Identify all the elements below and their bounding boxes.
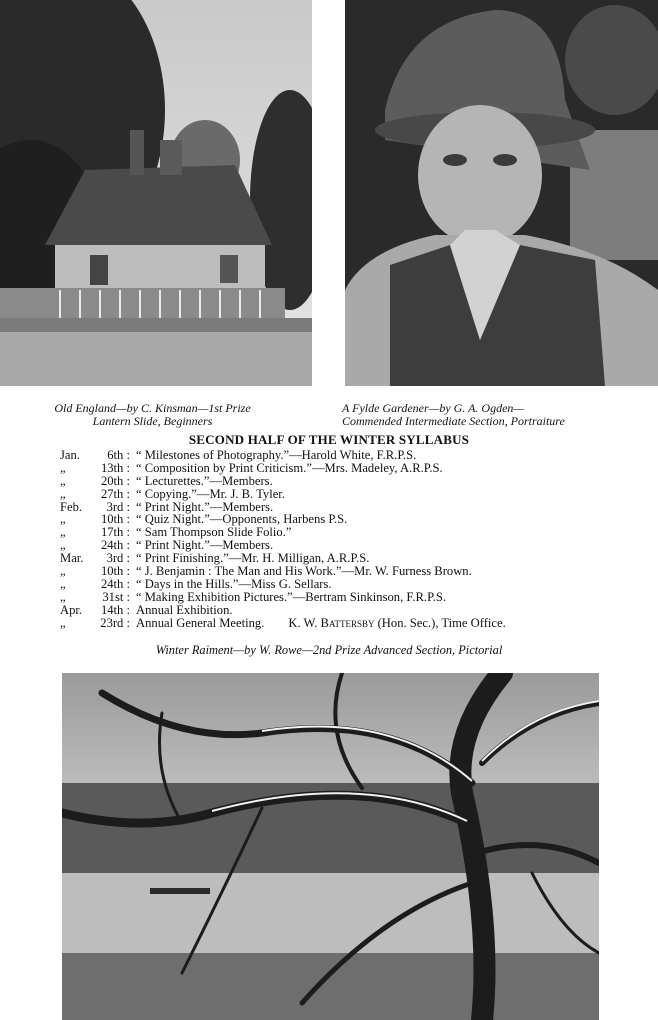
gardener-caption-line1: A Fylde Gardener—by G. A. Ogden— — [342, 401, 525, 415]
syllabus-month: Jan. — [60, 448, 80, 462]
syllabus-date: 6th : — [107, 448, 130, 462]
syllabus-date: 10th : — [100, 564, 130, 579]
syllabus-date: 23rd : — [100, 615, 130, 630]
syllabus-row — [60, 617, 620, 630]
syllabus-month: „ — [60, 589, 66, 604]
syllabus-event-text: “ Print Finishing.”—Mr. H. Milligan, A.R.P.S. — [136, 551, 370, 566]
syllabus-date: 20th : — [100, 473, 130, 488]
syllabus-list — [60, 449, 620, 629]
syllabus-date: 14th : — [100, 602, 130, 617]
syllabus-date: 3rd : — [106, 499, 130, 514]
syllabus-event-text: “ Copying.”—Mr. J. B. Tyler. — [136, 486, 285, 501]
syllabus-month: „ — [60, 576, 66, 591]
syllabus-event-text: “ Lecturettes.”—Members. — [136, 473, 273, 488]
syllabus-month: Feb. — [60, 499, 83, 514]
syllabus-event — [136, 617, 620, 630]
syllabus-event-text: “ Quiz Night.”—Opponents, Harbens P.S. — [136, 512, 348, 527]
signature-suffix: (Hon. Sec.), Time Office. — [377, 615, 506, 630]
gardener-photo — [345, 0, 658, 386]
syllabus-month: „ — [60, 460, 66, 475]
syllabus-event-text: “ Days in the Hills.”—Miss G. Sellars. — [136, 576, 332, 591]
syllabus-event-text: “ Print Night.”—Members. — [136, 499, 274, 514]
syllabus-title: SECOND HALF OF THE WINTER SYLLABUS — [188, 432, 470, 447]
syllabus-month: „ — [60, 615, 66, 630]
cottage-caption-line1: Old England—by C. Kinsman—1st Prize — [54, 401, 251, 415]
syllabus-month: „ — [60, 538, 66, 553]
syllabus-date: 24th : — [100, 538, 130, 553]
cottage-caption-line2: Lantern Slide, Beginners — [92, 414, 213, 428]
syllabus-event-text: “ Print Night.”—Members. — [136, 538, 274, 553]
syllabus-event-text: Annual Exhibition. — [136, 602, 233, 617]
secretary-signature — [288, 616, 505, 630]
syllabus-date: 27th : — [100, 486, 130, 501]
syllabus-month: „ — [60, 473, 66, 488]
winter-photo — [62, 673, 599, 1020]
syllabus-event-text: “ Milestones of Photography.”—Harold White, F.R.P.S. — [136, 448, 417, 462]
winter-caption: Winter Raiment—by W. Rowe—2nd Prize Advanced Section, Pictorial — [155, 643, 503, 657]
syllabus-date: 3rd : — [106, 551, 130, 566]
syllabus-month: „ — [60, 486, 66, 501]
syllabus-date: 13th : — [100, 460, 130, 475]
syllabus-month: „ — [60, 525, 66, 540]
syllabus-month: „ — [60, 512, 66, 527]
syllabus-event-text: “ J. Benjamin : The Man and His Work.”—Mr. W. Furness Brown. — [136, 564, 472, 579]
gardener-caption — [342, 402, 642, 428]
signature-prefix: K. W. — [288, 615, 318, 630]
syllabus-month: „ — [60, 564, 66, 579]
syllabus-month: Mar. — [60, 551, 84, 566]
syllabus-event-text: “ Composition by Print Criticism.”—Mrs. Madeley, A.R.P.S. — [136, 460, 443, 475]
signature-name: Battersby — [320, 615, 375, 630]
syllabus-date: 10th : — [100, 512, 130, 527]
syllabus-date: 17th : — [100, 525, 130, 540]
syllabus-date: 24th : — [100, 576, 130, 591]
gardener-caption-line2: Commended Intermediate Section, Portraiture — [342, 414, 565, 428]
syllabus-month: Apr. — [60, 602, 83, 617]
syllabus-date: 31st : — [102, 589, 130, 604]
cottage-photo — [0, 0, 312, 386]
syllabus-event-text: “ Sam Thompson Slide Folio.” — [136, 525, 292, 540]
syllabus-event-text: Annual General Meeting. — [136, 615, 265, 630]
cottage-caption — [0, 402, 305, 428]
syllabus-event-text: “ Making Exhibition Pictures.”—Bertram Sinkinson, F.R.P.S. — [136, 589, 446, 604]
